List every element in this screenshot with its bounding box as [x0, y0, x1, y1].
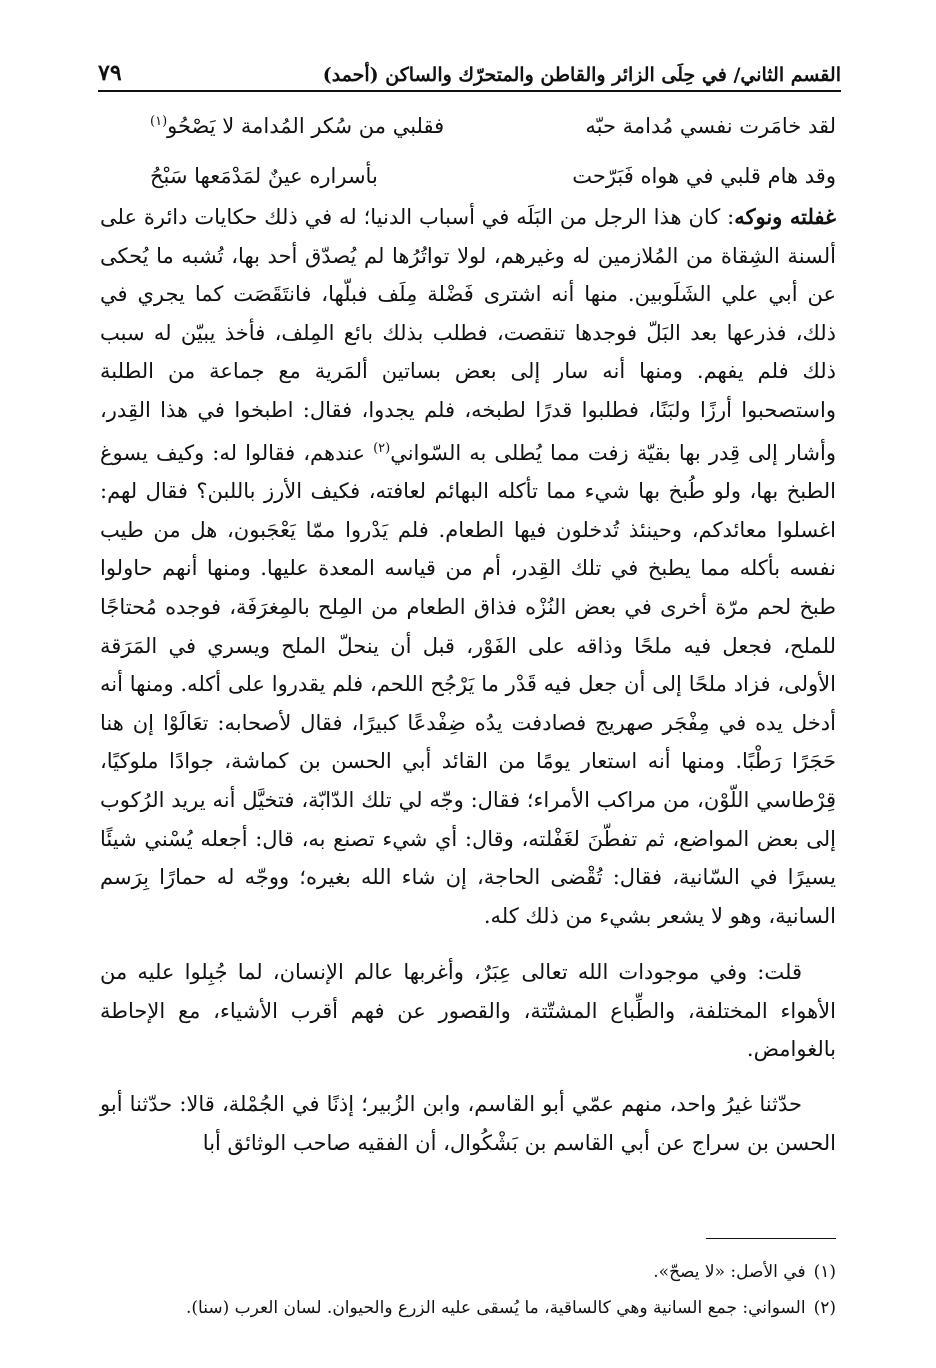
section-lead-heading: غفلته ونوكه: [734, 204, 837, 229]
paragraph-3-text: حدّثنا غيرُ واحد، منهم عمّي أبو القاسم، وابن الزُبير؛ إذنًا في الجُمْلة، قالا: حدّثنا أبو الحسن بن سراج عن أبي القاسم بن بَشْكُوال، أن الفقيه صاحب الوثائق أبا: [100, 1092, 836, 1155]
paragraph-2: [100, 953, 836, 1069]
footnote-1-number: (١): [813, 1262, 836, 1282]
page-header: [98, 52, 841, 92]
paragraph-1-text-b: عندهم، فقالوا له: وكيف يسوغ الطبخ بها، ولو طُبخ بها شيء مما تأكله البهائم لعافته، فكيف الأرز باللبن؟ فقال لهم: اغسلوا معائدكم، وحينئذ تُدخلون فيها الطعام. فلم يَدْروا ممّا يَعْجَبون، هل من طيب نفسه بأكله مما يطبخ في تلك القِدر، أم من قياسه المعدة عليها. ومنها أنهم حاولوا طبخ لحم مرّة أخرى في بعض النُزْه فذاق الطعام من المِلح بالمِغرَفَة، فوجده مُحتاجًا للملح، فجعل فيه ملحًا وذاقه على الفَوْر، قبل أن ينحلّ الملح ويسري في المَرَقة الأولى، فزاد ملحًا إلى أن جعل فيه قَدْر ما يَرْجُح اللحم، فلم يقدروا على أكله. ومنها أنه أدخل يده في مِفْجَر صهريج فصادفت يدُه ضِفْدعًا كبيرًا، فقال لأصحابه: تعَالَوْا إن هنا حَجَرًا رَطْبًا. ومنها أنه استعار يومًا من القائد أبي الحسن بن كماشة، جوادًا ملوكيًا، قِرْطاسي اللّوْن، من مراكب الأمراء؛ فقال: وجّه لي تلك الدّابّة، فتخيَّل أنه يريد الرُكوب إلى بعض المواضع، ثم تفطّنَ لغَفْلته، وقال: أي شيء تصنع به، قال: أجعله يُسْني شيئًا يسيرًا في السّانية، فقال: تُقْضى الحاجة، إن شاء الله بغيره؛ ووجّه له حمارًا بِرَسم السانية، وهو لا يشعر بشيء من ذلك كله.: [100, 440, 836, 928]
verse-1-second-hemistich: [150, 114, 466, 138]
footnote-1-text: في الأصل: «لا يصحّ».: [653, 1262, 806, 1282]
footnote-separator: [706, 1238, 836, 1239]
paragraph-2-text: قلت: وفي موجودات الله تعالى عِبَرٌ، وأغربها عالم الإنسان، لما جُبِلوا عليه من الأهواء المختلفة، والطِّباع المشتّتة، والقصور عن فهم أقرب الأشياء، مع الإحاطة بالغوامض.: [100, 960, 836, 1062]
paragraph-1-text-a: : كان هذا الرجل من البَلَه في أسباب الدنيا؛ له في ذلك حكايات دائرة على ألسنة الشِقاة من المُلازمين له وغيرهم، لولا تواتُرُها لم يُصدّق أحد بها، تُشبه ما يُحكى عن أبي علي الشَلَوبين. منها أنه اشترى فَضْلة مِلَف فبلّها، فانتَقَصَت كما يجري في ذلك، فذرعها بعد البَلّ فوجدها تنقصت، فطلب بذلك بائع المِلف، فأخذ يبيّن له سبب ذلك فلم يفهم. ومنها أنه سار إلى بعض بساتين ألمَرية مع جماعة من الطلبة واستصحبوا أرزًا ولبَنًا، فطلبوا قدرًا لطبخه، فلم يجدوا، فقال: اطبخوا في هذا القِدر، وأشار إلى قِدر بها بقيّة زفت مما يُطلى به السّواني: [100, 205, 836, 465]
poem-verses: [150, 101, 836, 201]
footnote-ref-1: (١): [150, 114, 168, 129]
verse-1-second-text: فقلبي من سُكر المُدامة لا يَصْحُو: [167, 114, 445, 138]
poem-verse-2: [150, 151, 836, 201]
page-number: ٧٩: [98, 60, 122, 86]
verse-2-first-hemistich: وقد هام قلبي في هواه فَبَرّحت: [572, 164, 836, 188]
footnote-1: [100, 1254, 836, 1290]
paragraph-1: [100, 198, 836, 935]
footnote-2-text: السواني: جمع السانية وهي كالساقية، ما يُسقى عليه الزرع والحيوان. لسان العرب (سنا).: [185, 1298, 806, 1318]
poem-verse-1: [150, 101, 836, 151]
main-text: [100, 198, 836, 1178]
footnote-2: [100, 1290, 836, 1326]
footnote-ref-2: (٢): [373, 440, 391, 456]
running-title: القسم الثاني/ في حِلَى الزائر والقاطن والمتحرّك والساكن (أحمد): [322, 64, 841, 86]
paragraph-3: [100, 1085, 836, 1162]
verse-2-second-hemistich: بأسراره عينٌ لمَدْمَعها سَبْحُ: [150, 164, 378, 188]
verse-1-first-hemistich: لقد خامَرت نفسي مُدامة حبّه: [585, 114, 836, 138]
footnotes: [100, 1254, 836, 1326]
footnote-2-number: (٢): [813, 1298, 836, 1318]
